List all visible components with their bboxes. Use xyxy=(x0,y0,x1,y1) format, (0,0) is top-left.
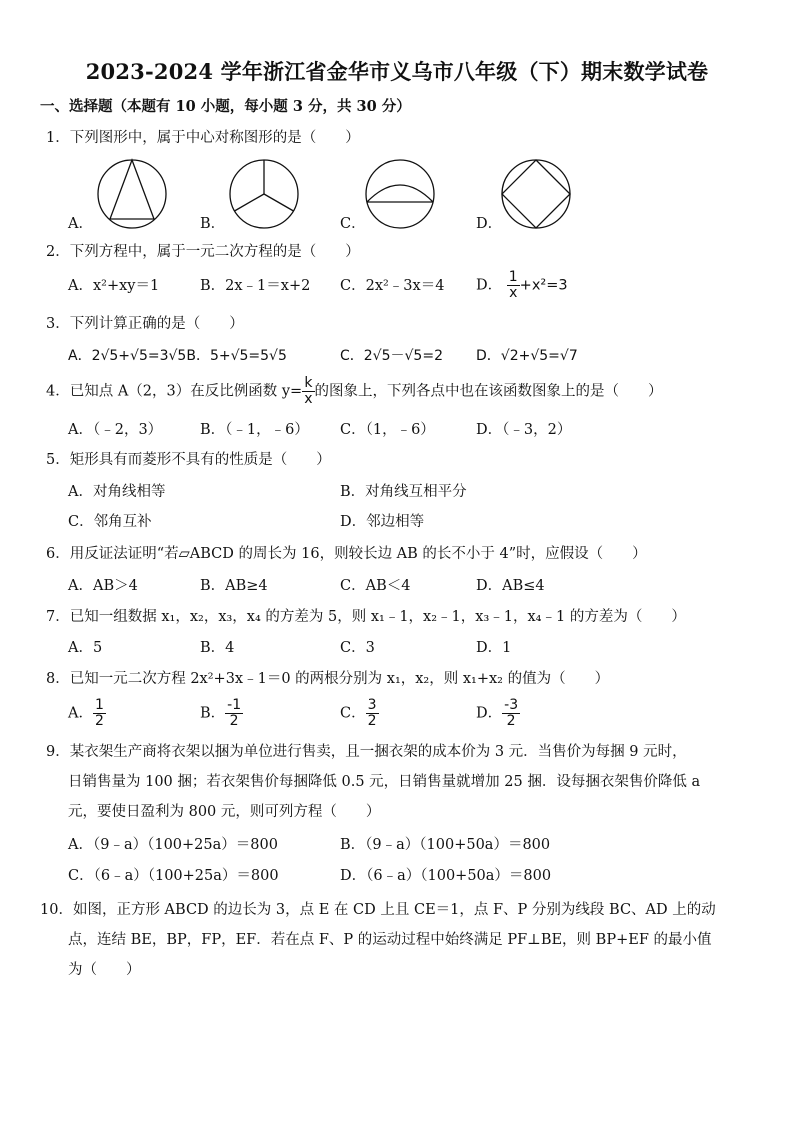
question-10-line-2: 点，连结 BE，BP，FP，EF．若在点 F、P 的运动过程中始终满足 PF⊥BE，则 BP+EF 的最小值 xyxy=(68,932,712,948)
q8-option-a xyxy=(68,698,106,729)
q1-option-b-label: B． xyxy=(200,216,226,232)
q8-c-denominator: 2 xyxy=(367,713,377,729)
page-title: 2023-2024 学年浙江省金华市义乌市八年级（下）期末数学试卷 xyxy=(85,59,709,84)
q2-option-c: C．2x²﹣3x＝4 xyxy=(340,278,445,294)
q4-option-d: D．（﹣3，2） xyxy=(476,422,572,438)
q8-d-numerator: -3 xyxy=(504,697,519,713)
question-7-stem: 7．已知一组数据 x₁，x₂，x₃，x₄ 的方差为 5，则 x₁﹣1，x₂﹣1，x₃﹣1，x₄﹣1 的方差为（ ） xyxy=(46,609,686,625)
q4-option-c: C．（1，﹣6） xyxy=(340,422,435,438)
q2-fraction xyxy=(507,270,520,301)
q9-option-a: A．（9﹣a）（100+25a）＝800 xyxy=(68,837,278,853)
q8-option-d xyxy=(476,698,520,729)
q4-stem-pre: 4．已知点 A（2，3）在反比例函数 y= xyxy=(46,383,303,400)
q8-b-numerator: -1 xyxy=(227,697,242,713)
q2-option-d xyxy=(476,270,568,301)
q5-option-c: C．邻角互补 xyxy=(68,514,152,530)
q9-option-b: B．（9﹣a）（100+50a）＝800 xyxy=(340,837,551,853)
q8-option-d-label: D． xyxy=(476,705,503,722)
q4-fraction-numerator: k xyxy=(302,376,314,392)
q3-option-c: C．2√5－√5=2 xyxy=(340,348,443,364)
circle-with-square-icon xyxy=(500,158,572,230)
q6-option-c: C．AB＜4 xyxy=(340,578,411,594)
q8-option-c xyxy=(340,698,379,729)
q6-option-b: B．AB≥4 xyxy=(200,578,268,594)
q9-option-d: D．（6﹣a）（100+50a）＝800 xyxy=(340,868,552,884)
q2-fraction-numerator: 1 xyxy=(508,269,518,285)
q7-option-c: C．3 xyxy=(340,640,375,656)
q4-option-b: B．（﹣1，﹣6） xyxy=(200,422,309,438)
question-10-line-3: 为（ ） xyxy=(68,962,141,978)
q8-option-d-fraction xyxy=(502,698,520,729)
circle-with-three-radii-icon xyxy=(228,158,300,230)
q7-option-a: A．5 xyxy=(68,640,103,656)
q1-option-a-label: A． xyxy=(68,216,93,232)
question-9-line-3: 元，要使日盈利为 800 元，则可列方程（ ） xyxy=(68,804,381,820)
q8-a-numerator: 1 xyxy=(94,697,104,713)
q4-fraction xyxy=(302,376,314,407)
q4-option-a: A．（﹣2，3） xyxy=(68,422,163,438)
q2-option-d-label: D． xyxy=(476,277,503,294)
q3-option-ab: A．2√5+√5=3√5B．5+√5=5√5 xyxy=(68,348,287,364)
q9-option-c: C．（6﹣a）（100+25a）＝800 xyxy=(68,868,279,884)
q2-fraction-denominator: x xyxy=(509,285,518,301)
question-6-stem: 6．用反证法证明“若▱ABCD 的周长为 16，则较长边 AB 的长不小于 4”时，应假设（ ） xyxy=(46,546,647,562)
q3-option-d: D．√2+√5=√7 xyxy=(476,348,578,364)
circle-with-triangle-icon xyxy=(96,158,168,230)
q8-option-b-fraction xyxy=(225,698,243,729)
q8-option-c-fraction xyxy=(366,698,379,729)
q2-option-b: B．2x﹣1＝x+2 xyxy=(200,278,311,294)
q6-option-a: A．AB＞4 xyxy=(68,578,138,594)
q8-option-b-label: B． xyxy=(200,705,226,722)
q5-option-a: A．对角线相等 xyxy=(68,484,166,500)
question-8-stem: 8．已知一元二次方程 2x²+3x﹣1＝0 的两根分别为 x₁，x₂，则 x₁+x₂ 的值为（ ） xyxy=(46,671,610,687)
question-4-stem xyxy=(46,376,663,407)
q8-a-denominator: 2 xyxy=(94,713,104,729)
question-9-line-1: 9．某衣架生产商将衣架以捆为单位进行售卖，且一捆衣架的成本价为 3 元．当售价为每捆 9 元时， xyxy=(46,744,687,760)
q8-option-a-fraction xyxy=(93,698,106,729)
q2-option-d-rest: +x²=3 xyxy=(519,277,568,294)
q4-fraction-denominator: x xyxy=(304,391,313,407)
q8-d-denominator: 2 xyxy=(506,713,516,729)
circle-with-arc-icon xyxy=(364,158,436,230)
q5-option-b: B．对角线互相平分 xyxy=(340,484,467,500)
q8-option-c-label: C． xyxy=(340,705,366,722)
question-9-line-2: 日销售量为 100 捆；若衣架售价每捆降低 0.5 元，日销售量就增加 25 捆．设每捆衣架售价降低 a xyxy=(68,774,701,790)
q8-option-b xyxy=(200,698,243,729)
question-5-stem: 5．矩形具有而菱形不具有的性质是（ ） xyxy=(46,452,331,468)
q2-option-a: A．x²+xy＝1 xyxy=(68,278,160,294)
q7-option-b: B．4 xyxy=(200,640,235,656)
question-10-line-1: 10．如图，正方形 ABCD 的边长为 3，点 E 在 CD 上且 CE＝1，点 F、P 分别为线段 BC、AD 上的动 xyxy=(40,902,716,918)
question-3-stem: 3．下列计算正确的是（ ） xyxy=(46,316,244,332)
section-heading: 一、选择题（本题有 10 小题，每小题 3 分，共 30 分） xyxy=(40,98,411,115)
question-1-stem: 1．下列图形中，属于中心对称图形的是（ ） xyxy=(46,130,360,146)
question-2-stem: 2．下列方程中，属于一元二次方程的是（ ） xyxy=(46,244,360,260)
q1-option-c-label: C． xyxy=(340,216,366,232)
q6-option-d: D．AB≤4 xyxy=(476,578,545,594)
q1-option-d-label: D． xyxy=(476,216,503,232)
q8-b-denominator: 2 xyxy=(229,713,239,729)
q5-option-d: D．邻边相等 xyxy=(340,514,425,530)
q7-option-d: D．1 xyxy=(476,640,512,656)
q8-option-a-label: A． xyxy=(68,705,93,722)
q8-c-numerator: 3 xyxy=(367,697,377,713)
q4-stem-post: 的图象上，下列各点中也在该函数图象上的是（ ） xyxy=(314,383,663,400)
